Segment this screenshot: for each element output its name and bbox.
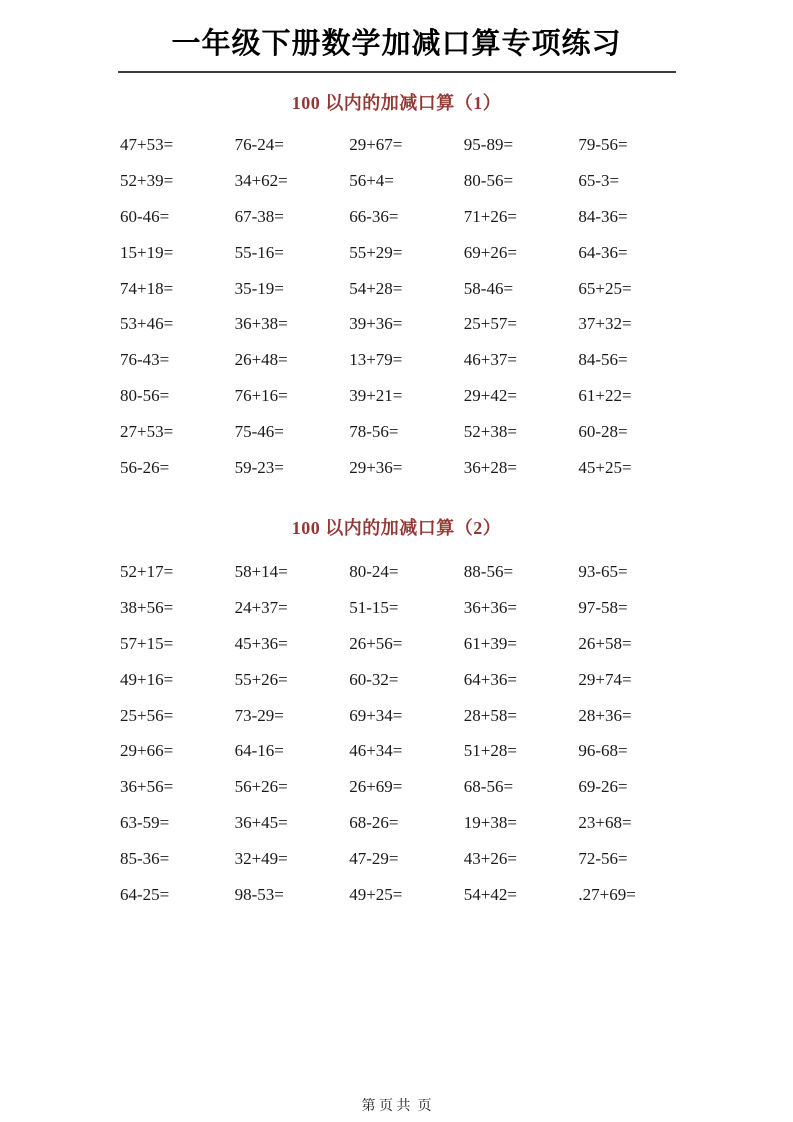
problem-cell: 39+36=: [349, 314, 403, 334]
problem-cell: 49+16=: [120, 669, 174, 689]
problem-cell: 64-16=: [234, 741, 284, 761]
problem-cell: 46+34=: [349, 741, 403, 761]
problem-cell: 97-58=: [578, 597, 628, 617]
problem-cell: 56-26=: [120, 458, 170, 478]
problem-cell: 46+37=: [463, 350, 517, 370]
problem-cell: 47-29=: [349, 849, 399, 869]
section-2-title: 100 以内的加减口算（2）: [291, 518, 502, 538]
problem-cell: 36+45=: [234, 813, 288, 833]
problem-cell: 93-65=: [578, 562, 628, 581]
problem-cell: 61+39=: [463, 633, 517, 653]
problem-cell: 60-32=: [349, 669, 399, 689]
problem-cell: 71+26=: [463, 206, 517, 226]
problem-cell: 27+53=: [120, 422, 174, 442]
title-divider: [118, 71, 676, 73]
problem-cell: 65+25=: [578, 278, 632, 298]
problem-cell: 56+26=: [234, 777, 288, 797]
problem-cell: 79-56=: [578, 135, 628, 154]
problem-cell: 84-56=: [578, 350, 628, 370]
problem-cell: 52+38=: [463, 422, 517, 442]
problem-cell: 29+67=: [349, 135, 403, 154]
problem-cell: 35-19=: [234, 278, 284, 298]
problem-cell: 29+66=: [120, 741, 174, 761]
problem-cell: 38+56=: [120, 597, 174, 617]
problem-cell: 73-29=: [234, 705, 284, 725]
problem-cell: 76-24=: [234, 135, 284, 154]
problem-cell: 76+16=: [234, 386, 288, 406]
problem-cell: 80-24=: [349, 562, 399, 581]
problem-cell: 75-46=: [234, 422, 284, 442]
problem-cell: 28+58=: [463, 705, 517, 725]
problem-cell: 52+39=: [120, 170, 174, 190]
problem-cell: 54+28=: [349, 278, 403, 298]
problem-cell: .27+69=: [578, 885, 636, 905]
problem-cell: 32+49=: [234, 849, 288, 869]
problem-cell: 25+57=: [463, 314, 517, 334]
problem-cell: 36+28=: [463, 458, 517, 478]
problem-cell: 80-56=: [120, 386, 170, 406]
problem-cell: 65-3=: [578, 170, 620, 190]
section-2-problem-grid: [120, 561, 693, 920]
problem-cell: 85-36=: [120, 849, 170, 869]
problem-cell: 36+56=: [120, 777, 174, 797]
problem-cell: 51+28=: [463, 741, 517, 761]
problem-cell: 45+25=: [578, 458, 632, 478]
problem-cell: 58-46=: [463, 278, 514, 298]
problem-cell: 43+26=: [463, 849, 517, 869]
problem-cell: 26+56=: [349, 633, 403, 653]
problem-cell: 69+26=: [463, 242, 517, 262]
problem-cell: 26+58=: [578, 633, 632, 653]
problem-cell: 28+36=: [578, 705, 632, 725]
problem-cell: 59-23=: [234, 458, 284, 478]
problem-cell: 51-15=: [349, 597, 399, 617]
problem-cell: 37+32=: [578, 314, 632, 334]
problem-cell: 88-56=: [463, 562, 514, 581]
problem-cell: 34+62=: [234, 170, 288, 190]
section-1-problem-grid: [120, 134, 693, 493]
problem-cell: 24+37=: [234, 597, 288, 617]
problem-cell: 29+74=: [578, 669, 632, 689]
problem-cell: 19+38=: [463, 813, 517, 833]
problem-cell: 57+15=: [120, 633, 174, 653]
problem-cell: 53+46=: [120, 314, 174, 334]
problem-cell: 29+42=: [463, 386, 517, 406]
problem-cell: 76-43=: [120, 350, 170, 370]
problem-cell: 64-25=: [120, 885, 170, 905]
problem-cell: 72-56=: [578, 849, 628, 869]
problem-cell: 36+38=: [234, 314, 288, 334]
problem-cell: 69+34=: [349, 705, 403, 725]
problem-cell: 96-68=: [578, 741, 628, 761]
problem-cell: 66-36=: [349, 206, 399, 226]
problem-cell: 74+18=: [120, 278, 174, 298]
problem-cell: 60-28=: [578, 422, 628, 442]
problem-cell: 26+48=: [234, 350, 288, 370]
problem-cell: 36+36=: [463, 597, 517, 617]
problem-cell: 23+68=: [578, 813, 632, 833]
problem-cell: 67-38=: [234, 206, 284, 226]
problem-cell: 49+25=: [349, 885, 403, 905]
problem-cell: 29+36=: [349, 458, 403, 478]
problem-cell: 58+14=: [234, 562, 288, 581]
problem-cell: 68-56=: [463, 777, 514, 797]
problem-cell: 55+26=: [234, 669, 288, 689]
problem-cell: 69-26=: [578, 777, 628, 797]
problem-cell: 52+17=: [120, 562, 174, 581]
problem-cell: 39+21=: [349, 386, 403, 406]
problem-cell: 98-53=: [234, 885, 284, 905]
problem-cell: 60-46=: [120, 206, 170, 226]
problem-cell: 61+22=: [578, 386, 632, 406]
page-footer: 第 页 共 页: [361, 1099, 432, 1114]
page-title: 一年级下册数学加减口算专项练习: [171, 28, 622, 60]
problem-cell: 56+4=: [349, 170, 394, 190]
problem-cell: 78-56=: [349, 422, 399, 442]
problem-cell: 64+36=: [463, 669, 517, 689]
problem-cell: 26+69=: [349, 777, 403, 797]
problem-cell: 64-36=: [578, 242, 628, 262]
problem-cell: 25+56=: [120, 705, 174, 725]
problem-cell: 45+36=: [234, 633, 288, 653]
section-1-title: 100 以内的加减口算（1）: [291, 93, 502, 113]
problem-cell: 54+42=: [463, 885, 517, 905]
problem-cell: 15+19=: [120, 242, 174, 262]
problem-cell: 63-59=: [120, 813, 170, 833]
problem-cell: 55+29=: [349, 242, 403, 262]
problem-cell: 55-16=: [234, 242, 284, 262]
problem-cell: 47+53=: [120, 135, 174, 154]
problem-cell: 68-26=: [349, 813, 399, 833]
problem-cell: 95-89=: [463, 135, 514, 154]
problem-cell: 80-56=: [463, 170, 514, 190]
problem-cell: 13+79=: [349, 350, 403, 370]
problem-cell: 84-36=: [578, 206, 628, 226]
